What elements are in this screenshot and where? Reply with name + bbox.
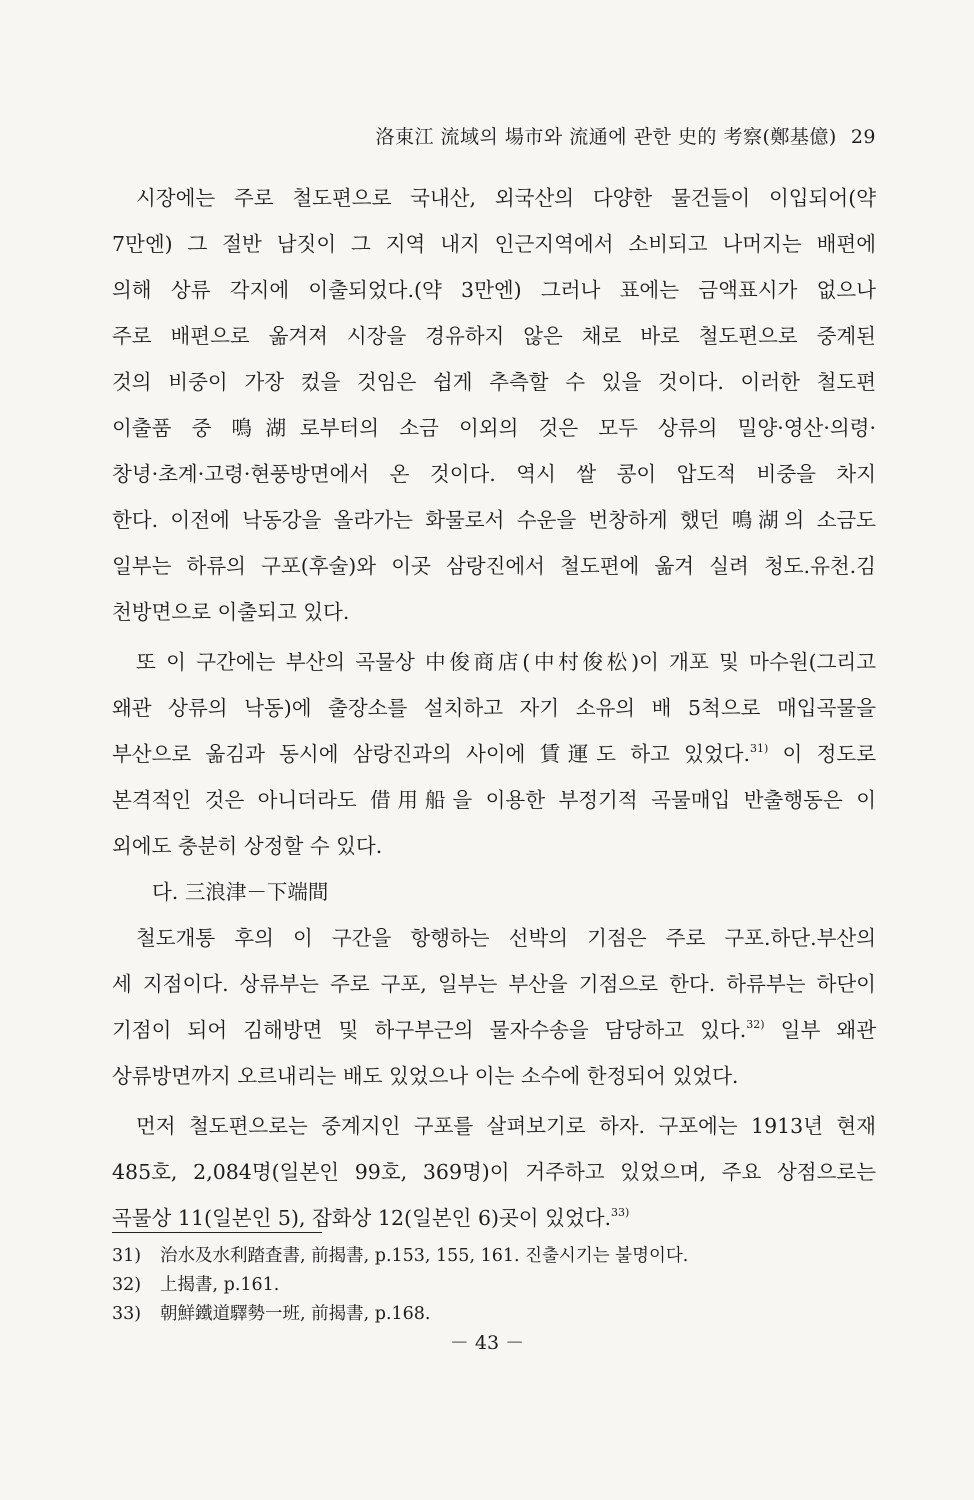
footnote: 33) 朝鮮鐵道驛勢一班, 前揭書, p.168.	[112, 1304, 431, 1324]
body-line: 본격적인 것은 아니더라도 借用船을 이용한 부정기적 곡물매입 반출행동은 이	[112, 788, 876, 812]
page-folio: － 43 －	[449, 1332, 525, 1354]
footnote-ref: 32)	[746, 1018, 765, 1031]
body-line: 기점이 되어 김해방면 및 하구부근의 물자수송을 담당하고 있다.$^{32)}$ 일부 왜관	[112, 1018, 876, 1042]
body-line: 일부는 하류의 구포(후술)와 이곳 삼랑진에서 철도편에 옮겨 실려 청도.유천.김	[112, 554, 876, 578]
footnote-rule	[112, 1232, 322, 1233]
footnote: 31) 治水及水利踏査書, 前揭書, p.153, 155, 161. 진출시기는 불명이다.	[112, 1246, 689, 1266]
body-line: 외에도 충분히 상정할 수 있다.	[112, 834, 383, 858]
body-line: 시장에는 주로 철도편으로 국내산, 외국산의 다양한 물건들이 이입되어(약	[136, 186, 876, 210]
body-line: 먼저 철도편으로는 중계지인 구포를 살펴보기로 하자. 구포에는 1913년 현재	[136, 1114, 876, 1138]
section-subheading: 다. 三浪津－下端間	[152, 880, 329, 904]
running-header	[375, 122, 876, 149]
footnote: 32) 上揭書, p.161.	[112, 1275, 280, 1295]
body-line: 부산으로 옮김과 동시에 삼랑진과의 사이에 賃運도 하고 있었다.$^{31)}$ 이 정도로	[112, 742, 876, 766]
body-line: 철도개통 후의 이 구간을 항행하는 선박의 기점은 주로 구포.하단.부산의	[136, 926, 876, 950]
body-line: 이출품 중 鳴湖로부터의 소금 이외의 것은 모두 상류의 밀양·영산·의령·	[112, 416, 876, 440]
body-line: 주로 배편으로 옮겨져 시장을 경유하지 않은 채로 바로 철도편으로 중계된	[112, 324, 876, 348]
footnote-ref: 33)	[611, 1206, 630, 1219]
footnotes	[112, 1242, 872, 1329]
header-page-number: 29	[850, 126, 876, 148]
body-line: 또 이 구간에는 부산의 곡물상 中俊商店(中村俊松)이 개포 및 마수원(그리고	[136, 650, 876, 674]
body-line: 7만엔) 그 절반 남짓이 그 지역 내지 인근지역에서 소비되고 나머지는 배편에	[112, 232, 876, 256]
header-title: 洛東江 流域의 場市와 流通에 관한 史的 考察(鄭基億)	[375, 126, 837, 148]
body-line: 왜관 상류의 낙동)에 출장소를 설치하고 자기 소유의 배 5척으로 매입곡물을	[112, 696, 876, 720]
body-line: 485호, 2,084명(일본인 99호, 369명)이 거주하고 있었으며, 주요 상점으로는	[112, 1160, 876, 1184]
body-line: 상류방면까지 오르내리는 배도 있었으나 이는 소수에 한정되어 있었다.	[112, 1064, 739, 1088]
body-line: 창녕·초계·고령·현풍방면에서 온 것이다. 역시 쌀 콩이 압도적 비중을 차지	[112, 462, 876, 486]
body-line: 천방면으로 이출되고 있다.	[112, 600, 350, 624]
body-line: 곡물상 11(일본인 5), 잡화상 12(일본인 6)곳이 있었다.$^{33)}$	[112, 1206, 630, 1230]
body-line: 한다. 이전에 낙동강을 올라가는 화물로서 수운을 번창하게 했던 鳴湖의 소금도	[112, 508, 876, 532]
body-line: 세 지점이다. 상류부는 주로 구포, 일부는 부산을 기점으로 한다. 하류부는 하단이	[112, 972, 876, 996]
footnote-ref: 31)	[750, 742, 769, 755]
body-text	[112, 175, 876, 1241]
body-line: 의해 상류 각지에 이출되었다.(약 3만엔) 그러나 표에는 금액표시가 없으나	[112, 278, 876, 302]
body-line: 것의 비중이 가장 컸을 것임은 쉽게 추측할 수 있을 것이다. 이러한 철도편	[112, 370, 876, 394]
